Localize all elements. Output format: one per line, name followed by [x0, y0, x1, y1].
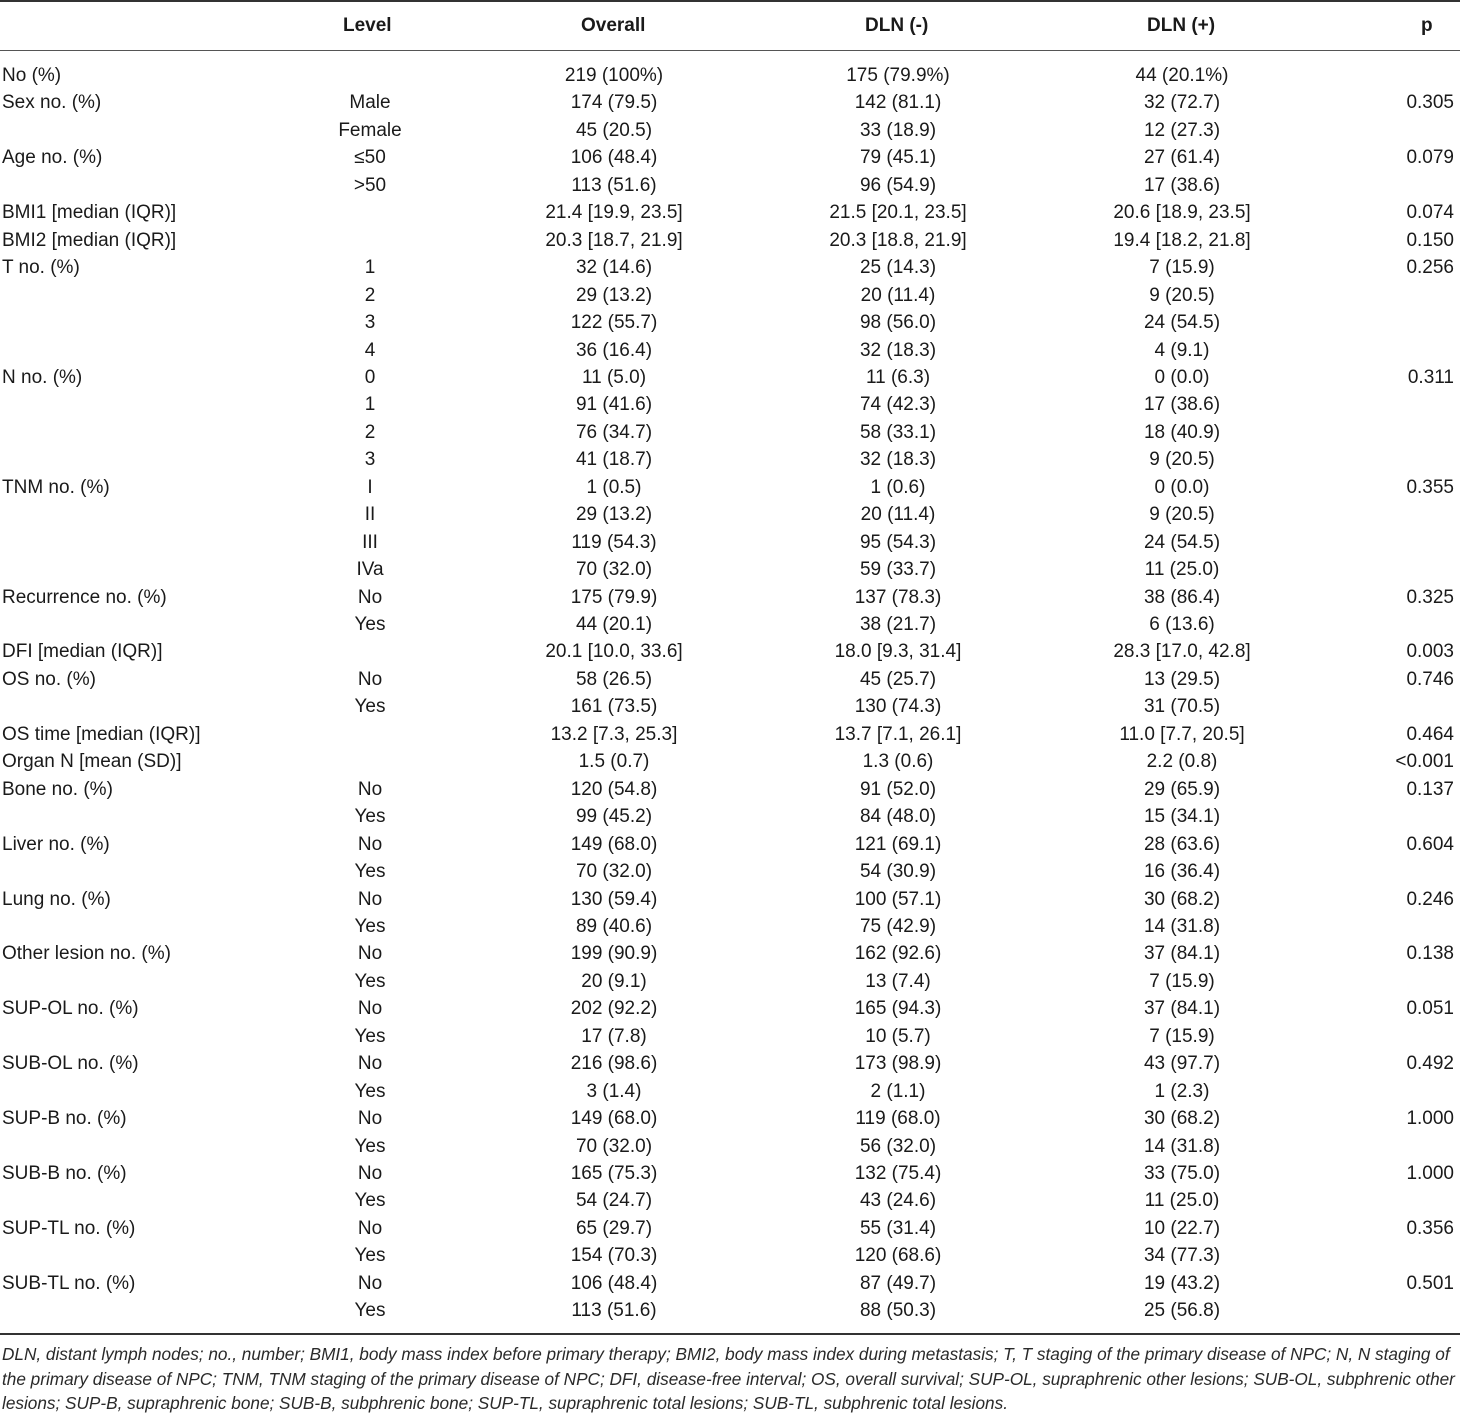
row-dln-positive: 38 (86.4) [1143, 587, 1221, 608]
row-overall: 175 (79.9) [570, 587, 658, 608]
row-overall: 99 (45.2) [575, 806, 653, 827]
row-dln-negative: 75 (42.9) [859, 916, 937, 937]
row-p-value: 0.246 [1406, 889, 1454, 910]
row-dln-negative: 43 (24.6) [859, 1190, 937, 1211]
row-p-value: 1.000 [1406, 1108, 1454, 1129]
row-overall: 65 (29.7) [575, 1218, 653, 1239]
row-level: 3 [364, 449, 376, 470]
row-p-value: 0.150 [1406, 230, 1454, 251]
row-dln-positive: 32 (72.7) [1143, 92, 1221, 113]
row-dln-negative: 2 (1.1) [870, 1081, 926, 1102]
row-dln-negative: 20.3 [18.8, 21.9] [829, 230, 967, 251]
row-dln-negative: 100 (57.1) [854, 889, 942, 910]
row-level: Yes [354, 614, 386, 635]
row-level: Yes [354, 1245, 386, 1266]
row-overall: 3 (1.4) [586, 1081, 642, 1102]
row-dln-negative: 137 (78.3) [854, 587, 942, 608]
row-dln-negative: 120 (68.6) [854, 1245, 942, 1266]
row-overall: 20 (9.1) [581, 971, 647, 992]
row-dln-negative: 165 (94.3) [854, 998, 942, 1019]
row-label: Other lesion no. (%) [2, 943, 171, 964]
row-p-value: 0.305 [1406, 92, 1454, 113]
row-level: 0 [364, 367, 376, 388]
row-overall: 44 (20.1) [575, 614, 653, 635]
header-level: Level [343, 15, 392, 36]
row-level: No [357, 669, 383, 690]
row-level: Female [338, 120, 402, 141]
row-overall: 20.1 [10.0, 33.6] [545, 641, 683, 662]
row-level: No [357, 1218, 383, 1239]
row-level: No [357, 834, 383, 855]
row-overall: 119 (54.3) [571, 532, 657, 553]
row-overall: 32 (14.6) [575, 257, 653, 278]
row-dln-negative: 45 (25.7) [859, 669, 937, 690]
row-overall: 29 (13.2) [575, 285, 653, 306]
row-dln-positive: 29 (65.9) [1143, 779, 1221, 800]
row-dln-positive: 19.4 [18.2, 21.8] [1113, 230, 1251, 251]
row-level: ≤50 [354, 147, 386, 168]
row-level: 1 [364, 394, 376, 415]
row-level: Yes [354, 806, 386, 827]
row-overall: 11 (5.0) [581, 367, 647, 388]
row-dln-positive: 30 (68.2) [1143, 1108, 1221, 1129]
row-dln-negative: 56 (32.0) [859, 1136, 937, 1157]
row-label: BMI2 [median (IQR)] [2, 230, 177, 251]
row-dln-positive: 7 (15.9) [1149, 1026, 1215, 1047]
row-dln-negative: 88 (50.3) [859, 1300, 937, 1321]
row-overall: 45 (20.5) [575, 120, 653, 141]
row-label: Liver no. (%) [2, 834, 110, 855]
row-label: OS no. (%) [2, 669, 96, 690]
row-dln-positive: 15 (34.1) [1143, 806, 1221, 827]
row-level: III [362, 532, 378, 553]
row-p-value: 0.138 [1406, 943, 1454, 964]
table-bottom-rule [0, 1333, 1460, 1335]
row-level: 3 [364, 312, 376, 333]
row-level: Yes [354, 1190, 386, 1211]
row-label: Sex no. (%) [2, 92, 102, 113]
row-dln-positive: 9 (20.5) [1149, 285, 1215, 306]
row-p-value: 0.074 [1406, 202, 1454, 223]
row-overall: 41 (18.7) [575, 449, 653, 470]
row-dln-negative: 119 (68.0) [855, 1108, 941, 1129]
row-dln-positive: 44 (20.1%) [1135, 65, 1229, 86]
row-level: Yes [354, 1081, 386, 1102]
row-overall: 70 (32.0) [575, 1136, 653, 1157]
row-level: No [357, 587, 383, 608]
row-level: Yes [354, 916, 386, 937]
row-overall: 113 (51.6) [571, 1300, 657, 1321]
row-dln-negative: 74 (42.3) [859, 394, 937, 415]
row-level: No [357, 1108, 383, 1129]
row-p-value: 0.137 [1406, 779, 1454, 800]
row-overall: 149 (68.0) [570, 834, 658, 855]
row-overall: 199 (90.9) [570, 943, 658, 964]
row-dln-positive: 31 (70.5) [1143, 696, 1221, 717]
row-dln-positive: 24 (54.5) [1143, 312, 1221, 333]
row-p-value: 0.355 [1406, 477, 1454, 498]
row-dln-positive: 6 (13.6) [1149, 614, 1215, 635]
header-overall: Overall [581, 15, 646, 36]
row-dln-positive: 2.2 (0.8) [1146, 751, 1218, 772]
row-label: Age no. (%) [2, 147, 103, 168]
row-p-value: 0.746 [1406, 669, 1454, 690]
row-level: 4 [364, 340, 376, 361]
row-dln-positive: 30 (68.2) [1143, 889, 1221, 910]
row-overall: 120 (54.8) [570, 779, 658, 800]
row-overall: 106 (48.4) [570, 1273, 658, 1294]
row-overall: 122 (55.7) [570, 312, 658, 333]
row-dln-positive: 0 (0.0) [1154, 477, 1210, 498]
row-dln-positive: 17 (38.6) [1143, 175, 1221, 196]
row-overall: 89 (40.6) [575, 916, 653, 937]
row-level: No [357, 1273, 383, 1294]
row-dln-positive: 4 (9.1) [1154, 340, 1210, 361]
row-label: Recurrence no. (%) [2, 587, 167, 608]
row-dln-positive: 43 (97.7) [1143, 1053, 1221, 1074]
row-dln-negative: 59 (33.7) [859, 559, 937, 580]
row-level: Yes [354, 696, 386, 717]
row-label: SUP-B no. (%) [2, 1108, 127, 1129]
row-dln-positive: 37 (84.1) [1143, 943, 1221, 964]
row-overall: 70 (32.0) [575, 861, 653, 882]
row-label: Organ N [mean (SD)] [2, 751, 182, 772]
row-overall: 76 (34.7) [575, 422, 653, 443]
row-dln-negative: 32 (18.3) [859, 340, 937, 361]
row-dln-negative: 87 (49.7) [859, 1273, 937, 1294]
row-overall: 1 (0.5) [586, 477, 642, 498]
row-overall: 202 (92.2) [570, 998, 658, 1019]
row-dln-negative: 84 (48.0) [859, 806, 937, 827]
row-dln-positive: 14 (31.8) [1143, 916, 1221, 937]
row-dln-positive: 25 (56.8) [1143, 1300, 1221, 1321]
row-dln-positive: 11.0 [7.7, 20.5] [1119, 724, 1245, 745]
row-p-value: 0.311 [1407, 367, 1454, 388]
row-dln-positive: 13 (29.5) [1143, 669, 1221, 690]
row-dln-negative: 20 (11.4) [860, 285, 936, 306]
row-level: Yes [354, 971, 386, 992]
row-label: Bone no. (%) [2, 779, 113, 800]
row-p-value: 0.256 [1406, 257, 1454, 278]
row-label: SUP-OL no. (%) [2, 998, 139, 1019]
row-level: >50 [353, 175, 387, 196]
row-overall: 165 (75.3) [570, 1163, 658, 1184]
row-label: SUP-TL no. (%) [2, 1218, 136, 1239]
row-dln-negative: 32 (18.3) [859, 449, 937, 470]
row-dln-positive: 11 (25.0) [1144, 1190, 1220, 1211]
table-header-row [0, 0, 1460, 50]
row-overall: 29 (13.2) [575, 504, 653, 525]
row-dln-negative: 142 (81.1) [854, 92, 942, 113]
row-label: TNM no. (%) [2, 477, 110, 498]
row-dln-positive: 28 (63.6) [1143, 834, 1221, 855]
row-overall: 1.5 (0.7) [578, 751, 650, 772]
row-dln-negative: 18.0 [9.3, 31.4] [834, 641, 962, 662]
row-dln-negative: 98 (56.0) [859, 312, 937, 333]
row-dln-negative: 10 (5.7) [865, 1026, 931, 1047]
row-overall: 130 (59.4) [570, 889, 658, 910]
row-dln-positive: 11 (25.0) [1144, 559, 1220, 580]
row-level: IVa [356, 559, 384, 580]
row-dln-negative: 20 (11.4) [860, 504, 936, 525]
header-dln-negative: DLN (-) [865, 15, 929, 36]
row-p-value: <0.001 [1395, 751, 1454, 772]
row-dln-negative: 130 (74.3) [854, 696, 942, 717]
row-overall: 13.2 [7.3, 25.3] [550, 724, 678, 745]
row-label: No (%) [2, 65, 62, 86]
row-dln-negative: 1 (0.6) [870, 477, 926, 498]
row-dln-negative: 121 (69.1) [854, 834, 942, 855]
row-dln-negative: 58 (33.1) [859, 422, 937, 443]
header-dln-positive: DLN (+) [1147, 15, 1216, 36]
row-level: Yes [354, 1136, 386, 1157]
row-dln-negative: 33 (18.9) [859, 120, 937, 141]
row-dln-positive: 7 (15.9) [1149, 971, 1215, 992]
row-dln-negative: 79 (45.1) [859, 147, 937, 168]
row-label: SUB-OL no. (%) [2, 1053, 139, 1074]
table-footnote: DLN, distant lymph nodes; no., number; BMI1, body mass index before primary therapy; BMI2, body mass index during metastasis; T, T staging of the primary disease of NPC; N, N staging of the primary disease of NPC; TNM, TNM staging of the primary disease of NPC; DFI, disease-free interval; OS, overall survival; SUP-OL, supraphrenic other lesions; SUB-OL, subphrenic other lesions; SUP-B, supraphrenic bone; SUB-B, subphrenic bone; SUP-TL, supraphrenic total lesions; SUB-TL, subphrenic total lesions. [2, 1344, 1455, 1413]
row-level: 1 [364, 257, 376, 278]
row-p-value: 0.501 [1406, 1273, 1454, 1294]
row-dln-positive: 1 (2.3) [1154, 1081, 1210, 1102]
row-dln-negative: 13 (7.4) [865, 971, 931, 992]
row-dln-positive: 9 (20.5) [1149, 504, 1215, 525]
row-dln-positive: 20.6 [18.9, 23.5] [1113, 202, 1251, 223]
row-overall: 17 (7.8) [581, 1026, 647, 1047]
row-label: OS time [median (IQR)] [2, 724, 201, 745]
row-p-value: 0.003 [1406, 641, 1454, 662]
row-dln-negative: 13.7 [7.1, 26.1] [834, 724, 962, 745]
row-label: Lung no. (%) [2, 889, 111, 910]
row-label: DFI [median (IQR)] [2, 641, 163, 662]
row-dln-negative: 38 (21.7) [859, 614, 937, 635]
row-overall: 219 (100%) [564, 65, 664, 86]
row-level: No [357, 889, 383, 910]
table-header-rule [0, 50, 1460, 51]
row-dln-negative: 173 (98.9) [854, 1053, 942, 1074]
header-p-value: p [1421, 15, 1433, 36]
row-overall: 58 (26.5) [575, 669, 653, 690]
row-dln-positive: 17 (38.6) [1143, 394, 1221, 415]
row-dln-negative: 1.3 (0.6) [862, 751, 934, 772]
row-level: Yes [354, 1026, 386, 1047]
row-dln-negative: 91 (52.0) [859, 779, 937, 800]
row-overall: 70 (32.0) [575, 559, 653, 580]
row-dln-negative: 132 (75.4) [854, 1163, 942, 1184]
row-dln-positive: 12 (27.3) [1143, 120, 1221, 141]
row-dln-positive: 18 (40.9) [1143, 422, 1221, 443]
row-dln-positive: 7 (15.9) [1149, 257, 1215, 278]
row-level: Yes [354, 1300, 386, 1321]
row-dln-positive: 10 (22.7) [1143, 1218, 1221, 1239]
row-dln-negative: 175 (79.9%) [846, 65, 950, 86]
row-overall: 20.3 [18.7, 21.9] [545, 230, 683, 251]
row-p-value: 0.464 [1406, 724, 1454, 745]
row-label: N no. (%) [2, 367, 83, 388]
row-dln-negative: 54 (30.9) [859, 861, 937, 882]
row-dln-positive: 9 (20.5) [1149, 449, 1215, 470]
row-overall: 21.4 [19.9, 23.5] [545, 202, 683, 223]
row-dln-negative: 55 (31.4) [859, 1218, 937, 1239]
row-level: No [357, 1163, 383, 1184]
row-dln-positive: 0 (0.0) [1154, 367, 1210, 388]
row-level: 2 [364, 422, 376, 443]
row-p-value: 1.000 [1406, 1163, 1454, 1184]
row-dln-positive: 34 (77.3) [1143, 1245, 1221, 1266]
row-p-value: 0.356 [1406, 1218, 1454, 1239]
row-dln-negative: 11 (6.3) [865, 367, 931, 388]
row-level: Yes [354, 861, 386, 882]
row-p-value: 0.079 [1406, 147, 1454, 168]
row-overall: 113 (51.6) [571, 175, 657, 196]
row-dln-negative: 21.5 [20.1, 23.5] [829, 202, 967, 223]
row-label: SUB-TL no. (%) [2, 1273, 136, 1294]
row-dln-positive: 19 (43.2) [1143, 1273, 1221, 1294]
row-dln-negative: 162 (92.6) [854, 943, 942, 964]
row-level: No [357, 998, 383, 1019]
row-overall: 174 (79.5) [570, 92, 658, 113]
row-overall: 54 (24.7) [575, 1190, 653, 1211]
row-level: II [364, 504, 376, 525]
row-overall: 91 (41.6) [575, 394, 653, 415]
row-level: 2 [364, 285, 376, 306]
row-dln-positive: 33 (75.0) [1143, 1163, 1221, 1184]
row-dln-positive: 16 (36.4) [1143, 861, 1221, 882]
row-overall: 106 (48.4) [570, 147, 658, 168]
row-dln-positive: 24 (54.5) [1143, 532, 1221, 553]
row-level: Male [349, 92, 391, 113]
row-label: SUB-B no. (%) [2, 1163, 127, 1184]
row-dln-positive: 14 (31.8) [1143, 1136, 1221, 1157]
row-level: I [367, 477, 373, 498]
row-dln-negative: 96 (54.9) [859, 175, 937, 196]
row-dln-negative: 95 (54.3) [859, 532, 937, 553]
row-dln-positive: 37 (84.1) [1143, 998, 1221, 1019]
row-p-value: 0.604 [1406, 834, 1454, 855]
row-overall: 149 (68.0) [570, 1108, 658, 1129]
row-level: No [357, 779, 383, 800]
row-p-value: 0.325 [1406, 587, 1454, 608]
row-dln-positive: 28.3 [17.0, 42.8] [1113, 641, 1251, 662]
row-level: No [357, 943, 383, 964]
row-overall: 161 (73.5) [570, 696, 658, 717]
row-level: No [357, 1053, 383, 1074]
row-dln-negative: 25 (14.3) [859, 257, 937, 278]
row-p-value: 0.051 [1406, 998, 1454, 1019]
row-label: T no. (%) [2, 257, 80, 278]
row-label: BMI1 [median (IQR)] [2, 202, 177, 223]
row-overall: 36 (16.4) [575, 340, 653, 361]
row-dln-positive: 27 (61.4) [1143, 147, 1221, 168]
row-p-value: 0.492 [1406, 1053, 1454, 1074]
row-overall: 154 (70.3) [570, 1245, 658, 1266]
row-overall: 216 (98.6) [570, 1053, 658, 1074]
